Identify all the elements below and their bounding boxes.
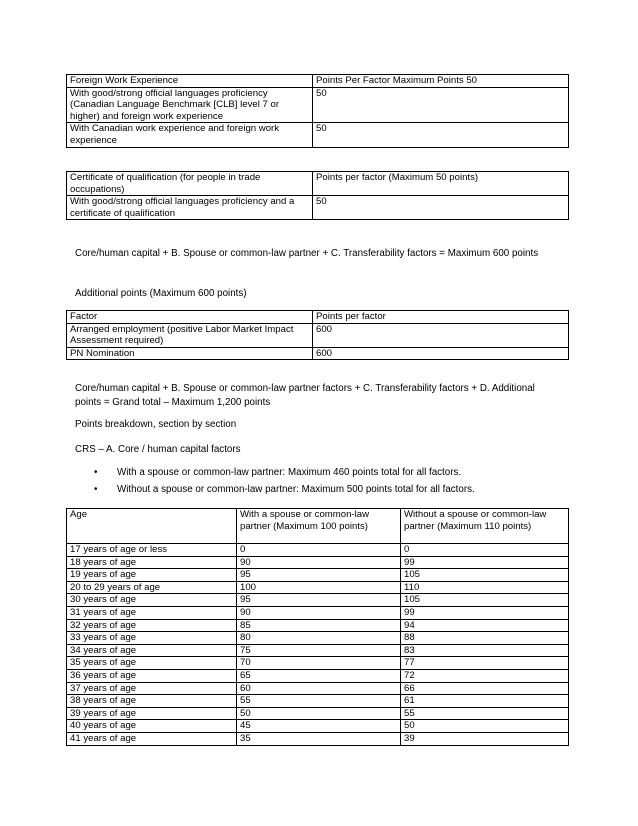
points-cell: 600 [313, 347, 569, 360]
crs-heading: CRS – A. Core / human capital factors [75, 444, 241, 455]
age-cell: 30 years of age [67, 594, 237, 607]
table-header-row [67, 75, 569, 88]
without-spouse-cell: 77 [401, 657, 569, 670]
with-spouse-cell: 85 [237, 619, 401, 632]
points-cell: 50 [313, 123, 569, 147]
table-row [67, 347, 569, 360]
age-cell: 33 years of age [67, 632, 237, 645]
age-cell: 40 years of age [67, 720, 237, 733]
factor-cell: With good/strong official languages proficiency (Canadian Language Benchmark [CLB] level 7 or higher) and foreign work experience [67, 87, 313, 123]
age-cell: 39 years of age [67, 707, 237, 720]
table-row [67, 87, 569, 123]
with-spouse-cell: 95 [237, 569, 401, 582]
list-item: • Without a spouse or common-law partner: Maximum 500 points total for all factors. [75, 483, 475, 497]
header-cell-factor: Certificate of qualification (for people in trade occupations) [67, 172, 313, 196]
table-row [67, 569, 569, 582]
age-cell: 19 years of age [67, 569, 237, 582]
with-spouse-cell: 65 [237, 669, 401, 682]
with-spouse-cell: 0 [237, 544, 401, 557]
age-cell: 37 years of age [67, 682, 237, 695]
table-row [67, 657, 569, 670]
header-cell-without-spouse: Without a spouse or common-law partner (Maximum 110 points) [401, 509, 569, 544]
table-row [67, 707, 569, 720]
factor-cell: With good/strong official languages proficiency and a certificate of qualification [67, 196, 313, 220]
grand-total-paragraph: Core/human capital + B. Spouse or common-law partner factors + C. Transferability factors + D. Additional points = Grand total – Maximum 1,200 points [75, 383, 535, 408]
without-spouse-cell: 99 [401, 556, 569, 569]
without-spouse-cell: 66 [401, 682, 569, 695]
without-spouse-cell: 61 [401, 695, 569, 708]
table-row [67, 323, 569, 347]
table-row [67, 695, 569, 708]
age-cell: 38 years of age [67, 695, 237, 708]
header-cell-factor: Foreign Work Experience [67, 75, 313, 88]
header-cell-age: Age [67, 509, 237, 544]
table-header-row [67, 509, 569, 544]
table-row [67, 619, 569, 632]
without-spouse-cell: 94 [401, 619, 569, 632]
without-spouse-cell: 72 [401, 669, 569, 682]
age-cell: 31 years of age [67, 606, 237, 619]
with-spouse-cell: 90 [237, 556, 401, 569]
table-row [67, 196, 569, 220]
without-spouse-cell: 39 [401, 732, 569, 745]
age-cell: 34 years of age [67, 644, 237, 657]
header-cell-points: Points per factor (Maximum 50 points) [313, 172, 569, 196]
table-row [67, 581, 569, 594]
table-row [67, 669, 569, 682]
age-cell: 17 years of age or less [67, 544, 237, 557]
without-spouse-cell: 99 [401, 606, 569, 619]
header-cell-factor: Factor [67, 311, 313, 324]
with-spouse-cell: 95 [237, 594, 401, 607]
with-spouse-cell: 55 [237, 695, 401, 708]
age-cell: 41 years of age [67, 732, 237, 745]
without-spouse-cell: 105 [401, 594, 569, 607]
with-spouse-cell: 60 [237, 682, 401, 695]
with-spouse-cell: 35 [237, 732, 401, 745]
table-row [67, 720, 569, 733]
with-spouse-cell: 75 [237, 644, 401, 657]
without-spouse-cell: 88 [401, 632, 569, 645]
breakdown-paragraph: Points breakdown, section by section [75, 419, 237, 430]
table-header-row [67, 172, 569, 196]
certificate-table [66, 171, 569, 220]
age-cell: 35 years of age [67, 657, 237, 670]
header-cell-points: Points Per Factor Maximum Points 50 [313, 75, 569, 88]
without-spouse-cell: 83 [401, 644, 569, 657]
points-cell: 50 [313, 196, 569, 220]
without-spouse-cell: 105 [401, 569, 569, 582]
table-row [67, 644, 569, 657]
table-header-row [67, 311, 569, 324]
table-row [67, 123, 569, 147]
without-spouse-cell: 0 [401, 544, 569, 557]
without-spouse-cell: 110 [401, 581, 569, 594]
factor-cell: PN Nomination [67, 347, 313, 360]
header-cell-with-spouse: With a spouse or common-law partner (Maximum 100 points) [237, 509, 401, 544]
with-spouse-cell: 80 [237, 632, 401, 645]
age-table [66, 508, 569, 746]
table-row [67, 732, 569, 745]
factor-cell: Arranged employment (positive Labor Market Impact Assessment required) [67, 323, 313, 347]
with-spouse-cell: 50 [237, 707, 401, 720]
age-cell: 36 years of age [67, 669, 237, 682]
header-cell-points: Points per factor [313, 311, 569, 324]
with-spouse-cell: 100 [237, 581, 401, 594]
table-row [67, 606, 569, 619]
without-spouse-cell: 50 [401, 720, 569, 733]
with-spouse-cell: 90 [237, 606, 401, 619]
table-row [67, 594, 569, 607]
factor-cell: With Canadian work experience and foreign work experience [67, 123, 313, 147]
table-row [67, 556, 569, 569]
bullet-list [75, 466, 475, 500]
table-row [67, 632, 569, 645]
list-item: • With a spouse or common-law partner: Maximum 460 points total for all factors. [75, 466, 475, 480]
additional-points-heading: Additional points (Maximum 600 points) [75, 288, 247, 299]
with-spouse-cell: 45 [237, 720, 401, 733]
table-row [67, 544, 569, 557]
with-spouse-cell: 70 [237, 657, 401, 670]
formula-paragraph: Core/human capital + B. Spouse or common-law partner + C. Transferability factors = Maximum 600 points [75, 248, 539, 259]
points-cell: 600 [313, 323, 569, 347]
age-cell: 20 to 29 years of age [67, 581, 237, 594]
table-row [67, 682, 569, 695]
age-cell: 32 years of age [67, 619, 237, 632]
points-cell: 50 [313, 87, 569, 123]
foreign-work-table [66, 74, 569, 148]
additional-points-table [66, 310, 569, 360]
age-cell: 18 years of age [67, 556, 237, 569]
without-spouse-cell: 55 [401, 707, 569, 720]
